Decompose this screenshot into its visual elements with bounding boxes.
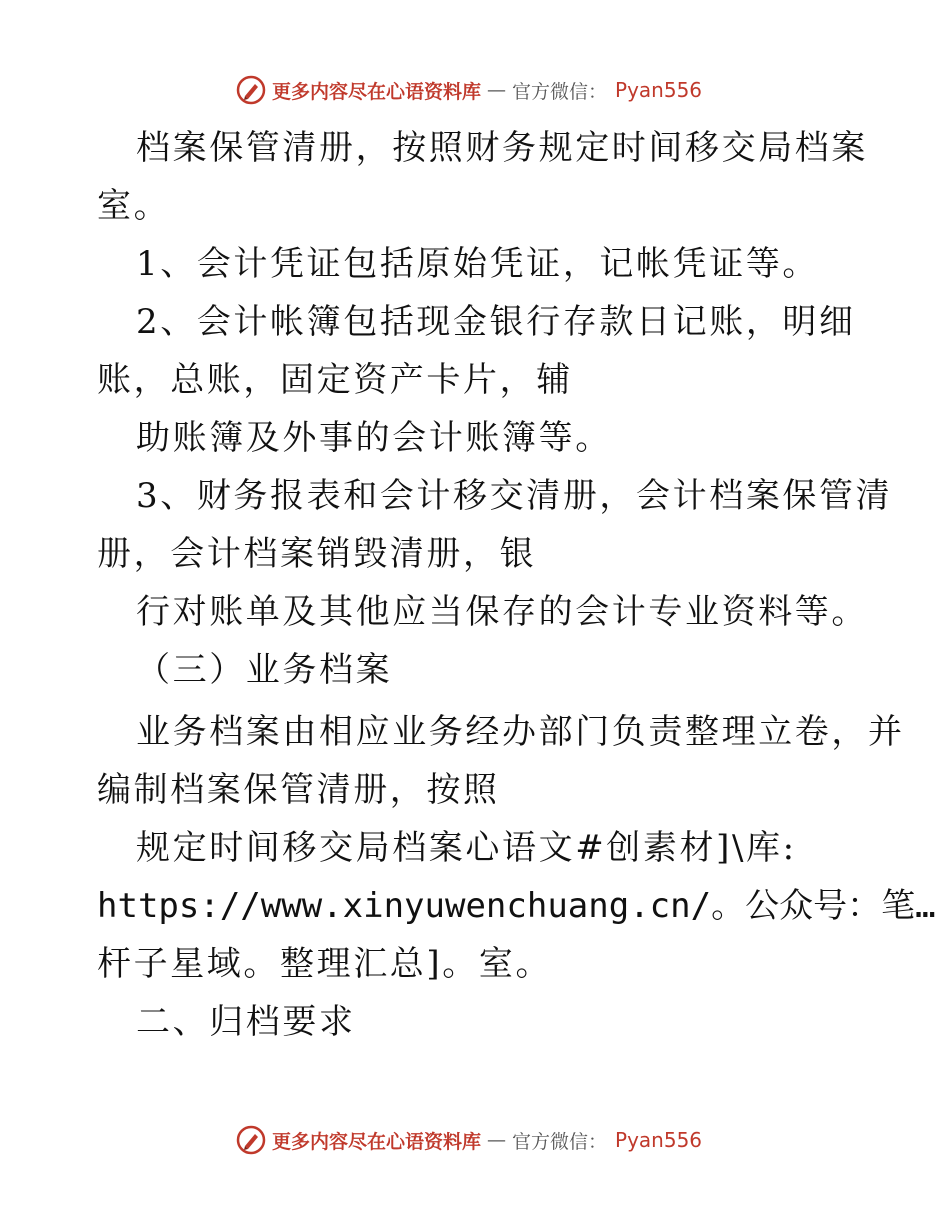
watermark-wechat-id: Pyan556 xyxy=(615,78,703,102)
body-line-url: https://www.xinyuwenchuang.cn/。公众号：笔… xyxy=(97,886,936,926)
watermark-separator: — xyxy=(487,1129,507,1151)
header-watermark xyxy=(236,70,702,110)
section-heading: 二、归档要求 xyxy=(136,1002,356,1042)
footer-watermark xyxy=(236,1120,702,1160)
watermark-site-name: 更多内容尽在心语资料库 xyxy=(272,1130,482,1153)
pen-logo-icon xyxy=(236,1125,266,1155)
body-line: 行对账单及其他应当保存的会计专业资料等。 xyxy=(136,592,868,632)
body-line: 档案保管清册，按照财务规定时间移交局档案 xyxy=(136,128,868,168)
body-line: 册，会计档案销毁清册，银 xyxy=(97,534,537,574)
body-line: 室。 xyxy=(97,186,171,226)
watermark-wechat-id: Pyan556 xyxy=(615,1128,703,1152)
section-heading: （三）业务档案 xyxy=(136,650,393,690)
body-line: 1、会计凭证包括原始凭证，记帐凭证等。 xyxy=(136,244,820,284)
pen-logo-icon xyxy=(236,75,266,105)
body-line: 杆子星域。整理汇总]。室。 xyxy=(97,944,553,984)
body-line: 编制档案保管清册，按照 xyxy=(97,770,500,810)
body-line: 账，总账，固定资产卡片，辅 xyxy=(97,360,573,400)
body-line: 业务档案由相应业务经办部门负责整理立卷，并 xyxy=(136,712,905,752)
body-line: 2、会计帐簿包括现金银行存款日记账，明细 xyxy=(136,302,856,342)
body-line: 助账簿及外事的会计账簿等。 xyxy=(136,418,612,458)
watermark-wechat-label: 官方微信： xyxy=(512,80,608,103)
watermark-site-name: 更多内容尽在心语资料库 xyxy=(272,80,482,103)
body-line: 3、财务报表和会计移交清册，会计档案保管清 xyxy=(136,476,893,516)
watermark-wechat-label: 官方微信： xyxy=(512,1130,608,1153)
watermark-separator: — xyxy=(487,79,507,101)
body-line: 规定时间移交局档案心语文#创素材]\库: xyxy=(136,828,797,868)
